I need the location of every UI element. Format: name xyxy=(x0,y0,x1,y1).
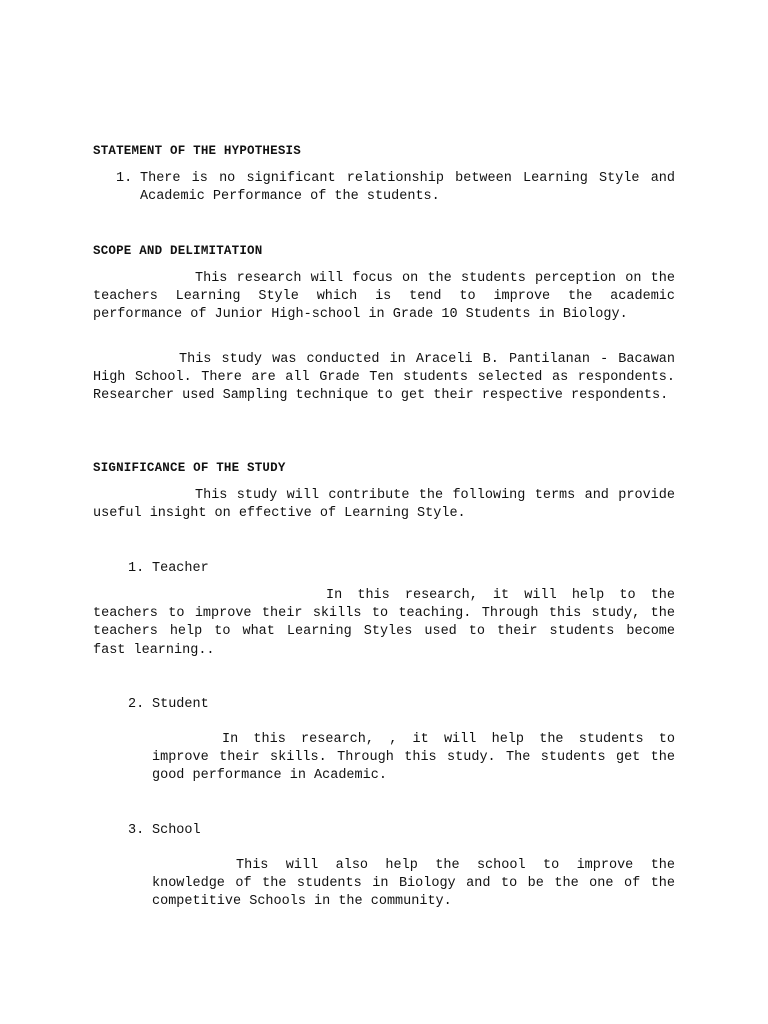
scope-heading: SCOPE AND DELIMITATION xyxy=(93,244,263,258)
hypothesis-item-number: 1. xyxy=(116,171,133,186)
significance-item-1-label: Teacher xyxy=(152,561,209,576)
significance-item-3-number: 3. xyxy=(128,823,145,838)
significance-item-1-number: 1. xyxy=(128,561,145,576)
scope-paragraph-2: This study was conducted in Araceli B. Pantilanan - Bacawan High School. There are all Grade Ten students selected as respondents. Researcher used Sampling technique to get their respective respondents. xyxy=(93,352,675,404)
significance-item-1-text: In this research, it will help to the teachers to improve their skills to teaching. Through this study, the teachers help to what Learning Styles used to their students become fast learning.. xyxy=(93,588,675,658)
significance-heading: SIGNIFICANCE OF THE STUDY xyxy=(93,461,286,475)
significance-item-3-label: School xyxy=(152,823,201,838)
hypothesis-heading: STATEMENT OF THE HYPOTHESIS xyxy=(93,144,301,158)
hypothesis-item-text: There is no significant relationship between Learning Style and Academic Performance of the students. xyxy=(140,171,675,205)
significance-item-2-text: In this research, , it will help the students to improve their skills. Through this study. The students get the good performance in Academic. xyxy=(152,732,675,784)
scope-paragraph-1: This research will focus on the students perception on the teachers Learning Style which is tend to improve the academic performance of Junior High-school in Grade 10 Students in Biology. xyxy=(93,271,675,323)
significance-item-2-label: Student xyxy=(152,697,209,712)
significance-item-2-number: 2. xyxy=(128,697,145,712)
significance-intro: This study will contribute the following terms and provide useful insight on effective of Learning Style. xyxy=(93,488,675,522)
significance-item-3-text: This will also help the school to improve the knowledge of the students in Biology and to be the one of the competitive Schools in the community. xyxy=(152,858,675,910)
